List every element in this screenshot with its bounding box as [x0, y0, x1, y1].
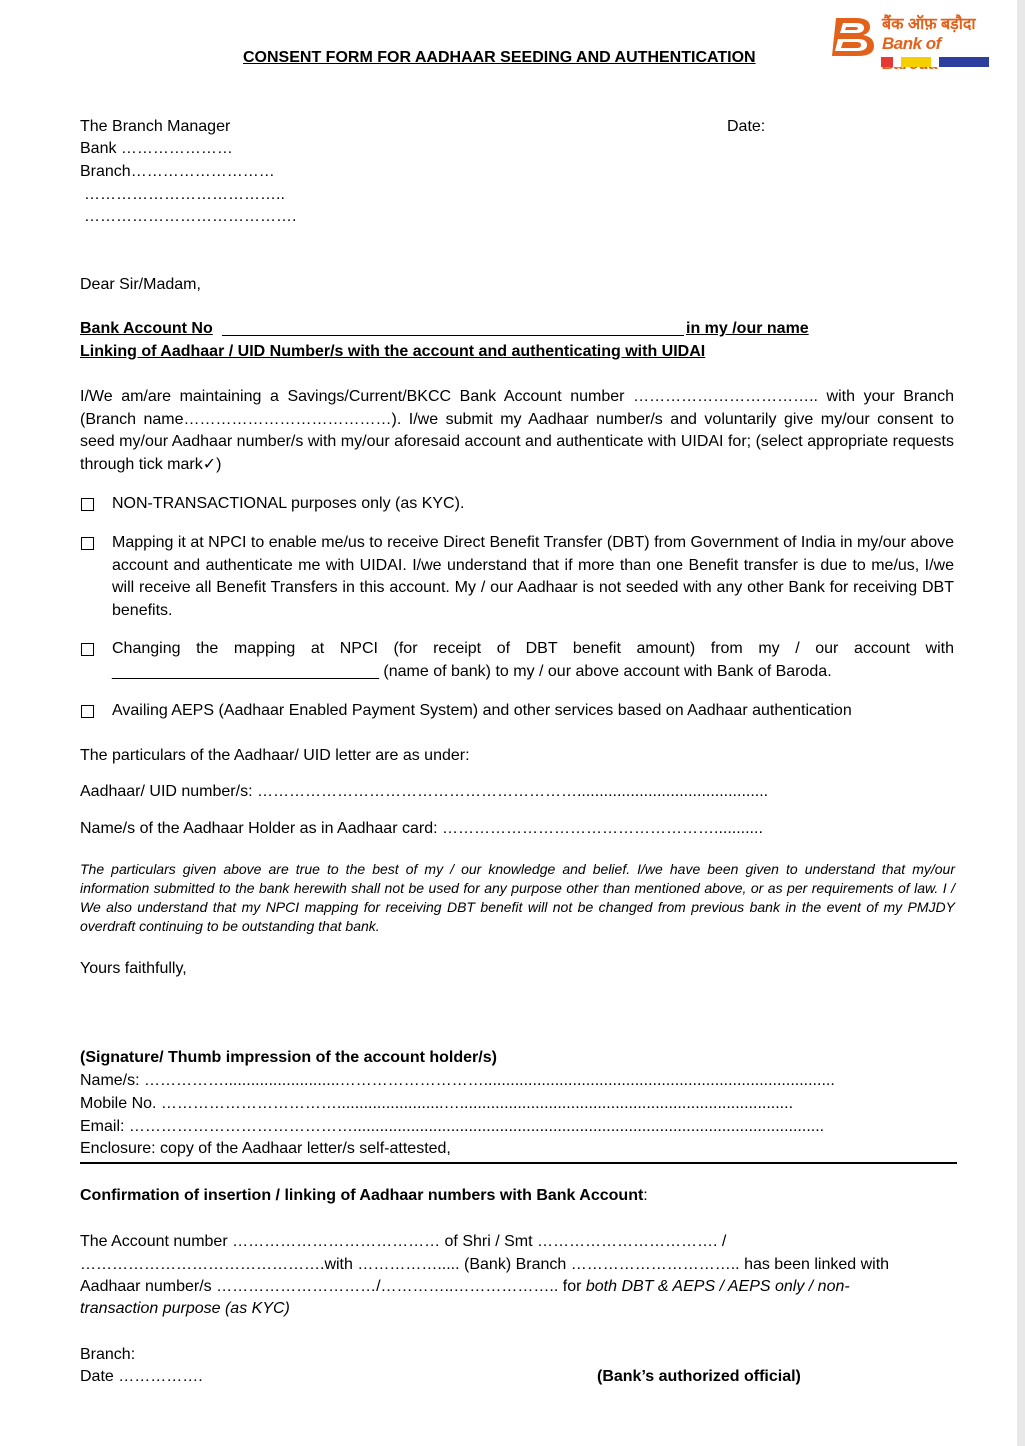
bank-line: Bank ………………… [80, 140, 233, 157]
declaration-text: The particulars given above are true to the best of my / our knowledge and belief. I/we have been given to understand that my/our information submitted to the bank herewith shall not be used for any purpose other than mentioned above, or as per requirements of law. I / We also understand that my NPCI mapping for receiving DBT benefit will not be changed from previous bank in the event of my PMJDY overdraft continuing to be outstanding that bank. [80, 861, 955, 934]
branch-line: Branch……………………… [80, 163, 275, 180]
bank-logo-icon [826, 14, 878, 58]
aadhaar-holder-field[interactable]: Name/s of the Aadhaar Holder as in Aadhaar card: ……………………………………………........... [80, 820, 763, 837]
logo-hindi-text: बैंक ऑफ़ बड़ौदा [882, 16, 976, 33]
confirmation-line-3a: Aadhaar number/s …………………………/…………..……………….. for [80, 1278, 586, 1295]
address-line-3: ……………………………….. [84, 186, 285, 203]
checkbox-dbt[interactable] [81, 537, 94, 550]
checkbox-change-mapping[interactable] [81, 643, 94, 656]
option-aeps: Availing AEPS (Aadhaar Enabled Payment System) and other services based on Aadhaar authentication [112, 702, 852, 719]
page-edge [1017, 0, 1025, 1446]
addressee: The Branch Manager [80, 118, 231, 135]
aadhaar-uid-field[interactable]: Aadhaar/ UID number/s: ……………………………………………………........................................... [80, 783, 769, 800]
confirmation-line-2: ……………………………………….with ……………..... (Bank) Branch ………………………….. has been linked with [80, 1256, 890, 1273]
checkbox-kyc[interactable] [81, 498, 94, 511]
section-divider [80, 1162, 957, 1164]
confirmation-heading-text: Confirmation of insertion / linking of Aadhaar numbers with Bank Account [80, 1187, 644, 1204]
subject-linking: Linking of Aadhaar / UID Number/s with the account and authenticating with UIDAI [80, 343, 706, 360]
signature-mobile-field[interactable]: Mobile No. ……………………………........................…........................................................................... [80, 1095, 794, 1112]
option-change-mapping: Changing the mapping at NPCI (for receipt of DBT benefit amount) from my / our account with ______________________________ (name of bank) to my / our above account with Bank of Baroda. [112, 640, 954, 680]
particulars-heading: The particulars of the Aadhaar/ UID letter are as under: [80, 747, 470, 764]
account-no-blank [222, 335, 684, 336]
option-kyc: NON-TRANSACTIONAL purposes only (as KYC). [112, 495, 465, 512]
signature-email-field[interactable]: Email: …………………………………….......................................................................................................... [80, 1118, 825, 1135]
confirmation-heading-colon: : [643, 1187, 648, 1204]
closing: Yours faithfully, [80, 960, 187, 977]
confirmation-line-1: The Account number ………………………………… of Shri / Smt ……………………………. / [80, 1233, 727, 1250]
enclosure-note: Enclosure: copy of the Aadhaar letter/s self-attested, [80, 1140, 451, 1157]
confirmation-line-3 [80, 1277, 850, 1297]
authorized-official: (Bank’s authorized official) [597, 1368, 801, 1385]
date-label: Date: [727, 118, 766, 135]
confirmation-line-3b: both DBT & AEPS / AEPS only / non- [585, 1278, 850, 1295]
confirmation-line-4: transaction purpose (as KYC) [80, 1300, 290, 1317]
checkbox-aeps[interactable] [81, 705, 94, 718]
salutation: Dear Sir/Madam, [80, 276, 201, 293]
address-line-4: …………………………………. [84, 208, 297, 225]
logo-english-text: Bank of [882, 34, 941, 53]
bank-logo [826, 12, 996, 70]
confirmation-date: Date ……………. [80, 1368, 203, 1385]
account-no-label: Bank Account No [80, 320, 213, 337]
intro-paragraph: I/We am/are maintaining a Savings/Current/BKCC Bank Account number …………………………….. with your Branch (Branch name…………………………………). I/we submit my Aadhaar number/s and voluntarily give my/our consent to seed my/our Aadhaar number/s with my/our aforesaid account and authenticate with UIDAI for; (select appropriate requests through tick mark✓) [80, 388, 954, 473]
signature-heading: (Signature/ Thumb impression of the account holder/s) [80, 1049, 497, 1066]
signature-name-field[interactable]: Name/s: ……………..........................………………………............................................................................... [80, 1072, 835, 1089]
form-title: CONSENT FORM FOR AADHAAR SEEDING AND AUTHENTICATION [243, 49, 756, 66]
confirmation-branch: Branch: [80, 1346, 136, 1363]
logo-color-strip [881, 57, 989, 67]
name-label: in my /our name [686, 320, 809, 337]
option-dbt: Mapping it at NPCI to enable me/us to receive Direct Benefit Transfer (DBT) from Government of India in my/our above account and authenticate me with UIDAI. I/we understand that if more than one Benefit transfer is due to me/us, I/we will receive all Benefit Transfers in this account. My / our Aadhaar is not seeded with any other Bank for receiving DBT benefits. [112, 534, 954, 619]
confirmation-heading [80, 1186, 648, 1206]
